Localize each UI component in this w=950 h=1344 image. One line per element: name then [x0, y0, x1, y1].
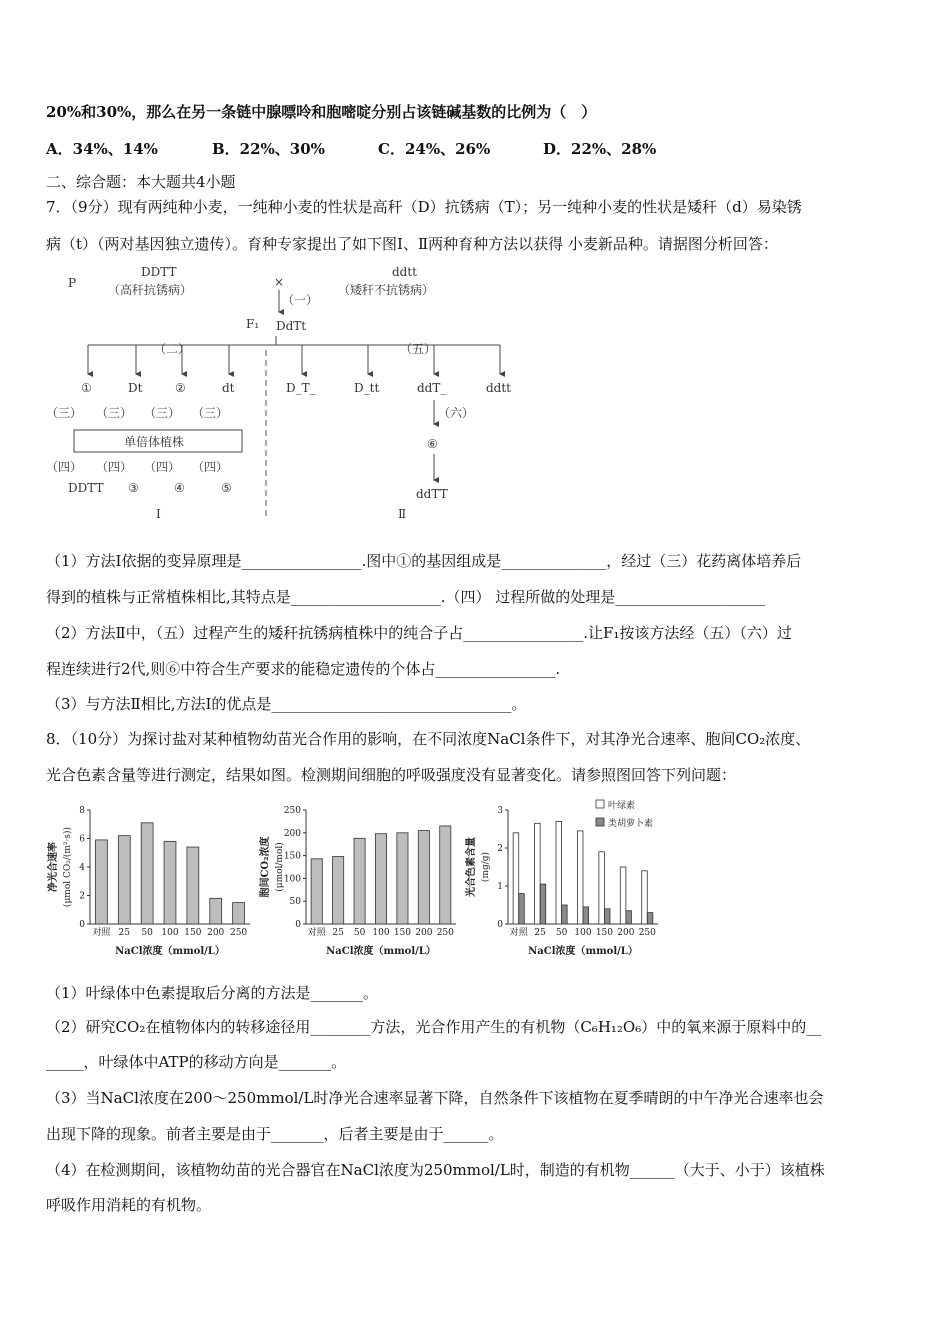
q8-sub2-line2: _____，叶绿体中ATP的移动方向是_______。 [46, 1053, 347, 1071]
chart3-bar [599, 852, 605, 924]
chart2-bar [375, 834, 386, 924]
q8-stem-line1: 8．（10分）为探讨盐对某种植物幼苗光合作用的影响，在不同浓度NaCl条件下，对其净光合速率、胞间CO₂浓度、 [46, 730, 811, 748]
step2-label: （二） [154, 342, 191, 356]
q8-sub4-line2: 呼吸作用消耗的有机物。 [46, 1196, 212, 1214]
chart3-bar [513, 833, 519, 924]
label-i: Ⅰ [156, 507, 161, 521]
step4-label-3: （四） [144, 460, 181, 474]
step3-label-1: （三） [46, 406, 83, 420]
chart1-xtick-label: 对照 [92, 928, 111, 938]
step4-label-1: （四） [46, 460, 83, 474]
chart3-xtick-label: 25 [534, 928, 546, 938]
f1-genotype: DdTt [276, 319, 307, 333]
nacl-charts [46, 796, 686, 966]
parent1-desc: （高秆抗锈病） [108, 283, 193, 297]
result-4: ④ [174, 481, 185, 495]
q8-sub2-line1: （2）研究CO₂在植物体内的转移途径用________方法，光合作用产生的有机物（C₆H₁₂O₆）中的氧来源于原料中的__ [46, 1018, 822, 1036]
chart3-xtick-label: 对照 [509, 928, 528, 938]
haploid-label: 单倍体植株 [124, 435, 185, 449]
chart1-bar [95, 840, 107, 924]
q7-sub2-line1: （2）方法Ⅱ中，（五）过程产生的矮秆抗锈病植株中的纯合子占________________.让F₁按该方法经（五）（六）过 [46, 624, 792, 642]
chart1-bar [141, 823, 153, 924]
chart1-xtick-label: 150 [184, 928, 202, 938]
cross-sign: × [274, 275, 285, 289]
final-ddtt: ddTT [416, 487, 448, 501]
q7-stem-line1: 7．（9分）现有两纯种小麦，一纯种小麦的性状是高秆（D）抗锈病（T）；另一纯种小麦的性状是矮秆（d）易染锈 [46, 198, 802, 216]
chart3-bar [604, 909, 610, 924]
p-label: P [68, 276, 77, 290]
chart3-bar [642, 871, 648, 924]
chart3-ytick-label: 3 [497, 806, 503, 816]
f2-d-t: D_T_ [286, 381, 316, 395]
chart1-ytick-label: 0 [79, 920, 85, 930]
chart2-xtick-label: 50 [353, 928, 366, 938]
q8-sub4-line1: （4）在检测期间，该植物幼苗的光合器官在NaCl浓度为250mmol/L时，制造的有机物______（大于、小于）该植株 [46, 1161, 825, 1179]
section-heading: 二、综合题：本大题共4小题 [46, 173, 236, 191]
chart2-bar [354, 838, 365, 924]
chart3-legend-label: 叶绿素 [608, 801, 636, 811]
gamete-2: ② [175, 381, 186, 395]
q6-option-a: A．34%、14% [46, 140, 158, 158]
q8-sub3-line2: 出现下降的现象。前者主要是由于_______，后者主要是由于______。 [46, 1125, 504, 1143]
gamete-1: ① [81, 381, 92, 395]
chart2-xlabel: NaCl浓度（mmol/L） [326, 946, 436, 957]
q7-sub1-line1: （1）方法Ⅰ依据的变异原理是________________.图中①的基因组成是______________，经过（三）花药离体培养后 [46, 552, 802, 570]
chart2-xtick-label: 250 [436, 928, 454, 938]
chart1-bar [210, 898, 222, 924]
chart2-xtick-label: 200 [415, 928, 433, 938]
chart3-bar [562, 905, 568, 924]
chart3-xlabel: NaCl浓度（mmol/L） [528, 946, 638, 957]
chart2-xtick-label: 25 [332, 928, 344, 938]
chart2-ylabel: 胞间CO₂浓度 [260, 836, 271, 898]
q6-option-d: D．22%、28% [543, 140, 657, 158]
chart1-xtick-label: 200 [207, 928, 225, 938]
chart1-xtick-label: 250 [229, 928, 248, 938]
chart3-xtick-label: 150 [595, 928, 614, 938]
chart1-bar [233, 903, 245, 924]
f2-d-tt: D_tt [354, 381, 380, 395]
chart3-bar [583, 907, 589, 924]
result-ddtt: DDTT [68, 481, 104, 495]
label-ii: Ⅱ [398, 507, 407, 521]
step3-label-4: （三） [192, 406, 229, 420]
chart2-bar [311, 859, 322, 924]
six-symbol: ⑥ [427, 437, 438, 451]
chart3-bar [577, 831, 583, 924]
chart2-bar [440, 826, 451, 924]
gamete-dt-cap: Dt [128, 381, 143, 395]
step5-label: （五） [400, 342, 437, 356]
chart3-ylabel: 光合色素含量 [466, 837, 477, 897]
chart1-bar [164, 841, 176, 924]
q8-stem-line2: 光合色素含量等进行测定，结果如图。检测期间细胞的呼吸强度没有显著变化。请参照图回答下列问题： [46, 766, 737, 784]
parent2-desc: （矮秆不抗锈病） [338, 283, 435, 297]
chart1-xtick-label: 100 [161, 928, 179, 938]
chart1-ytick-label: 6 [79, 834, 85, 845]
chart1-ytick-label: 8 [79, 806, 85, 816]
chart3-bar [535, 823, 541, 924]
f2-ddtt: ddtt [486, 381, 512, 395]
q6-tail: 20%和30%，那么在另一条链中腺嘌呤和胞嘧啶分别占该链碱基数的比例为（ ） [46, 103, 597, 121]
chart2-bar [418, 831, 429, 924]
chart3-bar [519, 894, 525, 924]
result-5: ⑤ [221, 481, 232, 495]
chart3-bar [540, 884, 546, 924]
chart2-ytick-label: 150 [283, 851, 301, 862]
chart2-xtick-label: 150 [393, 928, 412, 938]
chart2-ytick-label: 200 [283, 828, 301, 839]
chart2-bar [333, 857, 344, 924]
breeding-diagram [46, 262, 526, 524]
parent2-genotype: ddtt [392, 265, 418, 279]
q7-sub1-line2: 得到的植株与正常植株相比,其特点是____________________.（四） 过程所做的处理是____________________ [46, 588, 766, 606]
q6-option-c: C．24%、26% [378, 140, 491, 158]
step4-label-4: （四） [192, 460, 229, 474]
q8-sub1: （1）叶绿体中色素提取后分离的方法是_______。 [46, 984, 379, 1002]
gamete-dt: dt [222, 381, 235, 395]
chart1-ylabel: 净光合速率 [48, 842, 59, 892]
step3-label-3: （三） [144, 406, 181, 420]
f2-dd-t: ddT_ [417, 381, 447, 395]
chart1-xtick-label: 25 [118, 928, 131, 938]
chart1-yunit: (μmol CO₂/(m²·s)) [63, 826, 73, 908]
chart1-xlabel: NaCl浓度（mmol/L） [115, 946, 225, 957]
chart3-bar [556, 821, 562, 924]
chart3-xtick-label: 50 [555, 928, 568, 938]
chart1-ytick-label: 4 [79, 863, 85, 873]
chart3-yunit: (mg/g) [481, 851, 491, 883]
chart3-xtick-label: 200 [617, 928, 635, 938]
q7-stem-line2: 病（t）（两对基因独立遗传）。育种专家提出了如下图Ⅰ、Ⅱ两种育种方法以获得 小麦新品种。请据图分析回答： [46, 235, 778, 253]
q7-sub2-line2: 程连续进行2代,则⑥中符合生产要求的能稳定遗传的个体占________________. [46, 660, 561, 678]
chart3-ytick-label: 0 [497, 920, 503, 930]
chart1-bar [118, 836, 130, 924]
chart3-bar [647, 913, 653, 924]
q8-sub3-line1: （3）当NaCl浓度在200～250mmol/L时净光合速率显著下降，自然条件下该植物在夏季晴朗的中午净光合速率也会 [46, 1089, 824, 1107]
chart3-ytick-label: 1 [497, 882, 503, 892]
result-3: ③ [128, 481, 139, 495]
chart2-ytick-label: 0 [295, 920, 301, 930]
chart3-legend-swatch [596, 818, 604, 826]
chart3-bar [626, 911, 632, 924]
step4-label-2: （四） [96, 460, 133, 474]
chart2-yunit: (μmol/mol) [275, 842, 285, 892]
chart2-xtick-label: 对照 [307, 928, 326, 938]
chart1-ytick-label: 2 [79, 891, 85, 902]
chart1-bar [187, 847, 199, 924]
chart3-legend-swatch [596, 800, 604, 808]
chart2-xtick-label: 100 [372, 928, 390, 938]
step1-label: （一） [282, 293, 319, 307]
chart1-xtick-label: 50 [141, 928, 153, 938]
step6-label: （六） [438, 406, 475, 420]
chart3-xtick-label: 250 [638, 928, 656, 938]
parent1-genotype: DDTT [141, 265, 177, 279]
f1-label: F₁ [246, 317, 260, 331]
chart3-legend-label: 类胡萝卜素 [608, 819, 654, 829]
chart3-xtick-label: 100 [574, 928, 592, 938]
q7-sub3: （3）与方法Ⅱ相比,方法Ⅰ的优点是________________________________。 [46, 695, 527, 713]
chart2-bar [397, 833, 408, 924]
chart2-ytick-label: 50 [289, 897, 301, 908]
chart3-bar [620, 867, 626, 924]
step3-label-2: （三） [96, 406, 133, 420]
chart3-ytick-label: 2 [497, 844, 503, 854]
chart2-ytick-label: 100 [283, 874, 301, 885]
chart2-ytick-label: 250 [283, 806, 301, 816]
q6-option-b: B．22%、30% [212, 140, 325, 158]
